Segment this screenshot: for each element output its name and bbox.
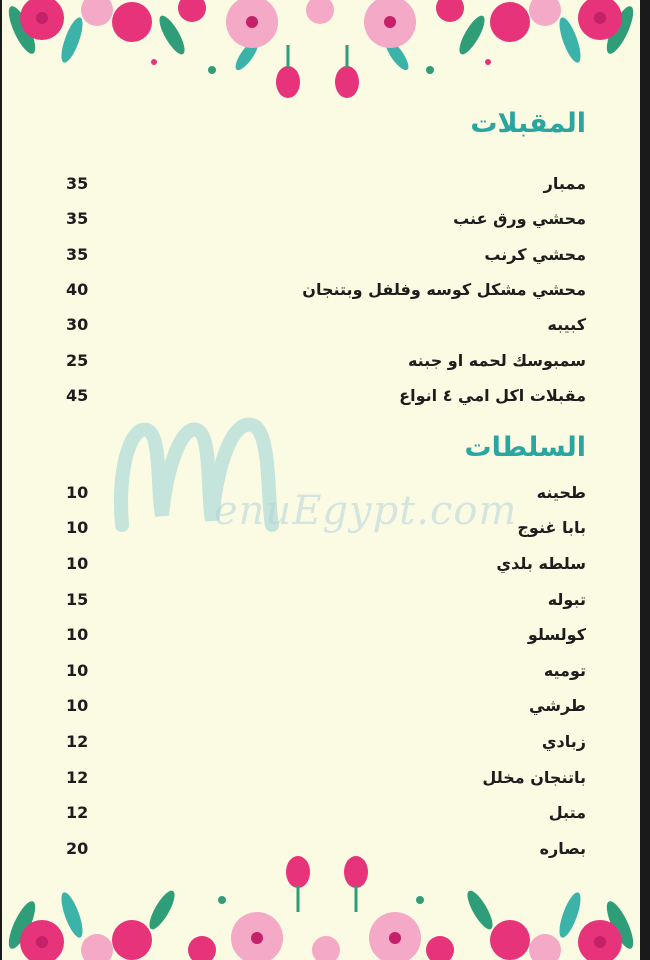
item-price: 20: [66, 839, 89, 858]
floral-border-top: [2, 0, 640, 105]
menu-item: [66, 768, 586, 792]
item-name: بابا غنوج: [517, 518, 586, 537]
menu-item: [66, 590, 586, 614]
item-price: 10: [66, 554, 89, 573]
item-price: 30: [66, 315, 89, 334]
menu-item: [66, 245, 586, 269]
menu-item: [66, 483, 586, 507]
menu-item: [66, 386, 586, 410]
item-price: 40: [66, 280, 89, 299]
item-price: 35: [66, 174, 89, 193]
item-name: محشي كرنب: [484, 245, 586, 264]
item-price: 10: [66, 661, 89, 680]
item-name: طحينه: [536, 483, 586, 502]
item-name: كبيبه: [547, 315, 586, 334]
item-name: ممبار: [543, 174, 586, 193]
menu-item: [66, 554, 586, 578]
item-name: تبوله: [547, 590, 586, 609]
floral-border-bottom: [2, 850, 640, 960]
item-price: 10: [66, 625, 89, 644]
item-name: سلطه بلدي: [496, 554, 586, 573]
item-price: 10: [66, 696, 89, 715]
item-price: 25: [66, 351, 89, 370]
watermark-text: enuEgypt.com: [214, 488, 518, 534]
menu-item: [66, 518, 586, 542]
item-name: طرشي: [529, 696, 586, 715]
menu-item: [66, 732, 586, 756]
item-price: 12: [66, 803, 89, 822]
menu-item: [66, 209, 586, 233]
item-name: متبل: [548, 803, 586, 822]
item-price: 12: [66, 768, 89, 787]
item-price: 10: [66, 483, 89, 502]
item-price: 12: [66, 732, 89, 751]
menu-item: [66, 803, 586, 827]
item-price: 35: [66, 245, 89, 264]
item-name: بصاره: [539, 839, 586, 858]
item-name: مقبلات اكل امي ٤ انواع: [399, 386, 586, 405]
section-title-salads: السلطات: [464, 432, 586, 463]
section-title-appetizers: المقبلات: [470, 108, 586, 139]
item-name: كولسلو: [527, 625, 586, 644]
menu-page: [2, 0, 640, 960]
menu-item: [66, 625, 586, 649]
item-name: باتنجان مخلل: [482, 768, 586, 787]
item-name: محشي مشكل كوسه وفلفل وبتنجان: [302, 280, 586, 299]
item-name: زبادي: [541, 732, 586, 751]
item-price: 15: [66, 590, 89, 609]
item-price: 35: [66, 209, 89, 228]
menu-item: [66, 174, 586, 198]
item-price: 45: [66, 386, 89, 405]
item-name: توميه: [543, 661, 586, 680]
menu-item: [66, 661, 586, 685]
menu-item: [66, 280, 586, 304]
menu-item: [66, 351, 586, 375]
item-name: سمبوسك لحمه او جبنه: [407, 351, 586, 370]
menu-item: [66, 315, 586, 339]
item-name: محشي ورق عنب: [453, 209, 586, 228]
item-price: 10: [66, 518, 89, 537]
menu-item: [66, 696, 586, 720]
